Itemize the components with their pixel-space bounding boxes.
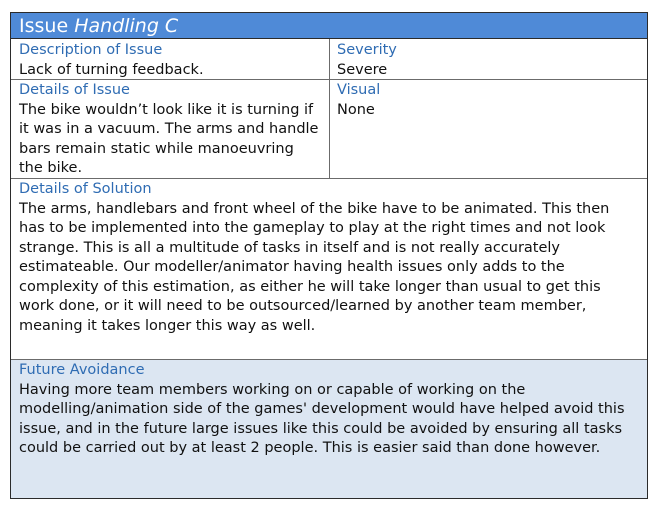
solution-cell	[11, 180, 647, 359]
avoidance-text: Having more team members working on or capable of working on the modelling/animation side of the games' development would have helped avoid this issue, and in the future large issues like this could be avoided by ensuring all tasks could be carried out by at least 2 people. This is easier said than done however.	[19, 381, 625, 456]
solution-text: The arms, handlebars and front wheel of the bike have to be animated. This then has to be implemented into the gameplay to play at the right times and not look strange. This is all a multitude of tasks in itself and is not really accurately estimateable. Our modeller/animator having health issues only adds to the complexity of this estimation, as either he will take longer than usual to get this work done, or it will need to be outsourced/learned by another team member, meaning it takes longer this way as well.	[19, 200, 610, 334]
issue-title-name: Handling C	[74, 15, 179, 37]
row-divider-1	[11, 79, 647, 80]
avoidance-label: Future Avoidance	[19, 362, 145, 378]
issue-title-prefix: Issue	[19, 15, 69, 37]
visual-text: None	[337, 101, 375, 118]
avoidance-cell	[11, 360, 647, 498]
row-divider-2	[11, 178, 647, 179]
details-cell	[11, 81, 329, 178]
visual-label: Visual	[337, 82, 381, 98]
description-text: Lack of turning feedback.	[19, 61, 204, 78]
details-text: The bike wouldn’t look like it is turning if it was in a vacuum. The arms and handle bars remain static while manoeuvring the bike.	[19, 101, 319, 176]
issue-title	[11, 13, 647, 39]
details-label: Details of Issue	[19, 82, 130, 98]
description-cell	[11, 41, 329, 79]
description-label: Description of Issue	[19, 42, 163, 58]
visual-cell	[329, 81, 647, 178]
severity-cell	[329, 41, 647, 79]
solution-label: Details of Solution	[19, 181, 152, 197]
severity-label: Severity	[337, 42, 397, 58]
severity-text: Severe	[337, 61, 388, 78]
issue-card	[10, 12, 648, 499]
